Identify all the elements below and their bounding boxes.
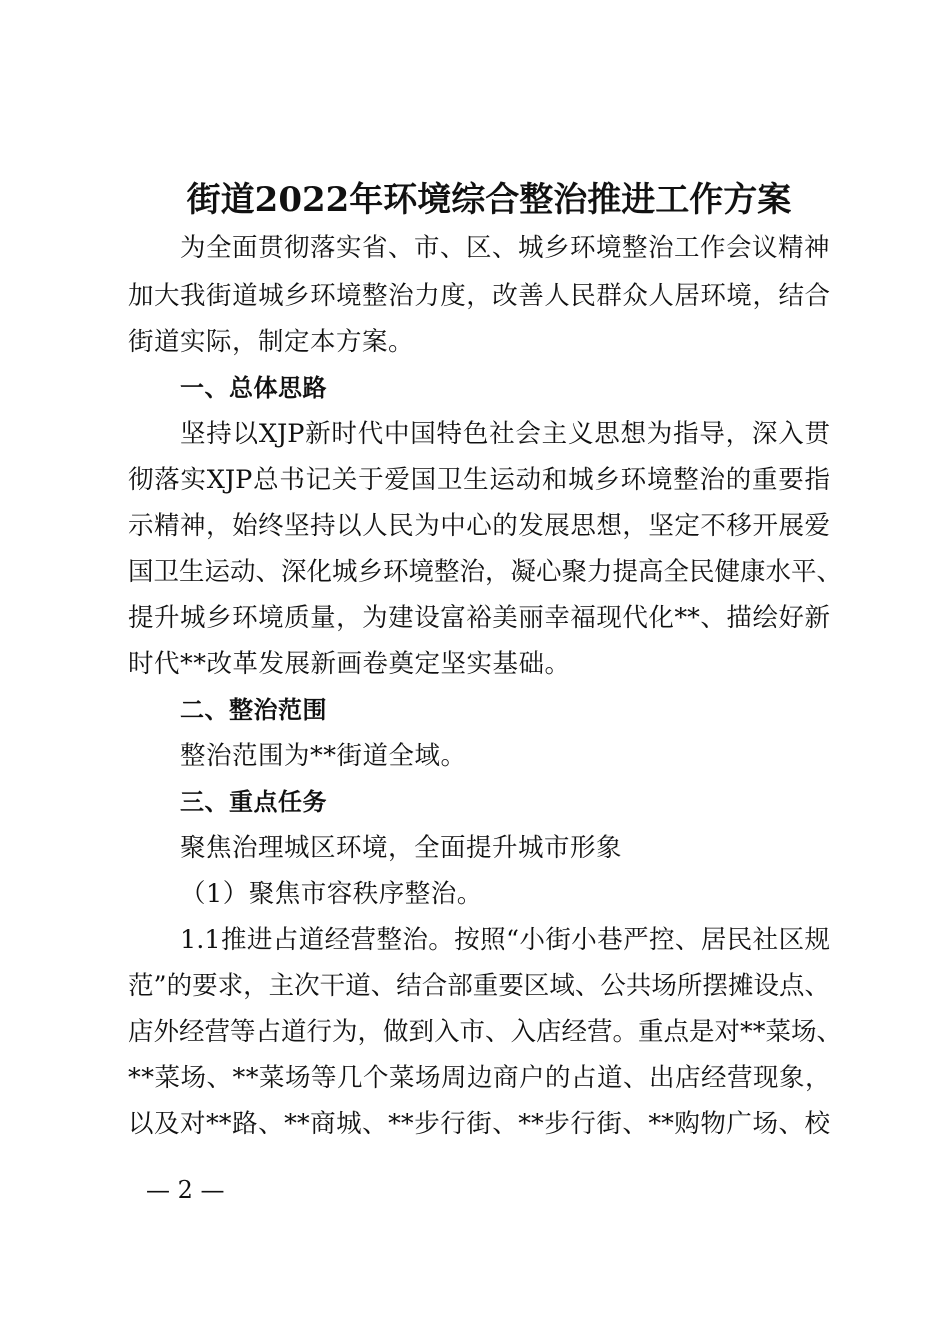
section-heading: 二、整治范围 [180, 696, 327, 724]
paragraph-line: （1）聚焦市容秩序整治。 [180, 879, 483, 909]
paragraph-line: 为全面贯彻落实省、市、区、城乡环境整治工作会议精神 [180, 233, 831, 263]
paragraph-line: 彻落实XJP总书记关于爱国卫生运动和城乡环境整治的重要指 [128, 465, 830, 495]
paragraph-line: 时代**改革发展新画卷奠定坚实基础。 [128, 649, 571, 679]
paragraph-line: 街道实际，制定本方案。 [128, 327, 415, 357]
paragraph-line: 示精神，始终坚持以人民为中心的发展思想，坚定不移开展爱 [128, 511, 830, 541]
page-number: — 2 — [146, 1176, 225, 1204]
paragraph-line: **菜场、**菜场等几个菜场周边商户的占道、出店经营现象， [128, 1063, 832, 1093]
paragraph-line: 店外经营等占道行为，做到入市、入店经营。重点是对**菜场、 [128, 1017, 843, 1047]
section-heading: 三、重点任务 [180, 788, 327, 816]
paragraph-line: 提升城乡环境质量，为建设富裕美丽幸福现代化**、描绘好新 [128, 603, 830, 633]
section-heading: 一、总体思路 [180, 374, 327, 402]
paragraph-line: 国卫生运动、深化城乡环境整治，凝心聚力提高全民健康水平、 [128, 557, 843, 587]
paragraph-line: 坚持以XJP新时代中国特色社会主义思想为指导，深入贯 [180, 419, 830, 449]
paragraph-line: 1.1推进占道经营整治。按照“小街小巷严控、居民社区规 [180, 925, 830, 955]
paragraph-line: 范”的要求，主次干道、结合部重要区域、公共场所摆摊设点、 [128, 971, 830, 1001]
paragraph-line: 加大我街道城乡环境整治力度，改善人民群众人居环境，结合 [128, 281, 830, 311]
document-title: 街道2022年环境综合整治推进工作方案 [186, 180, 792, 220]
paragraph-line: 整治范围为**街道全域。 [180, 741, 467, 771]
paragraph-line: 以及对**路、**商城、**步行街、**步行街、**购物广场、校 [128, 1109, 830, 1139]
paragraph-line: 聚焦治理城区环境，全面提升城市形象 [180, 833, 623, 863]
